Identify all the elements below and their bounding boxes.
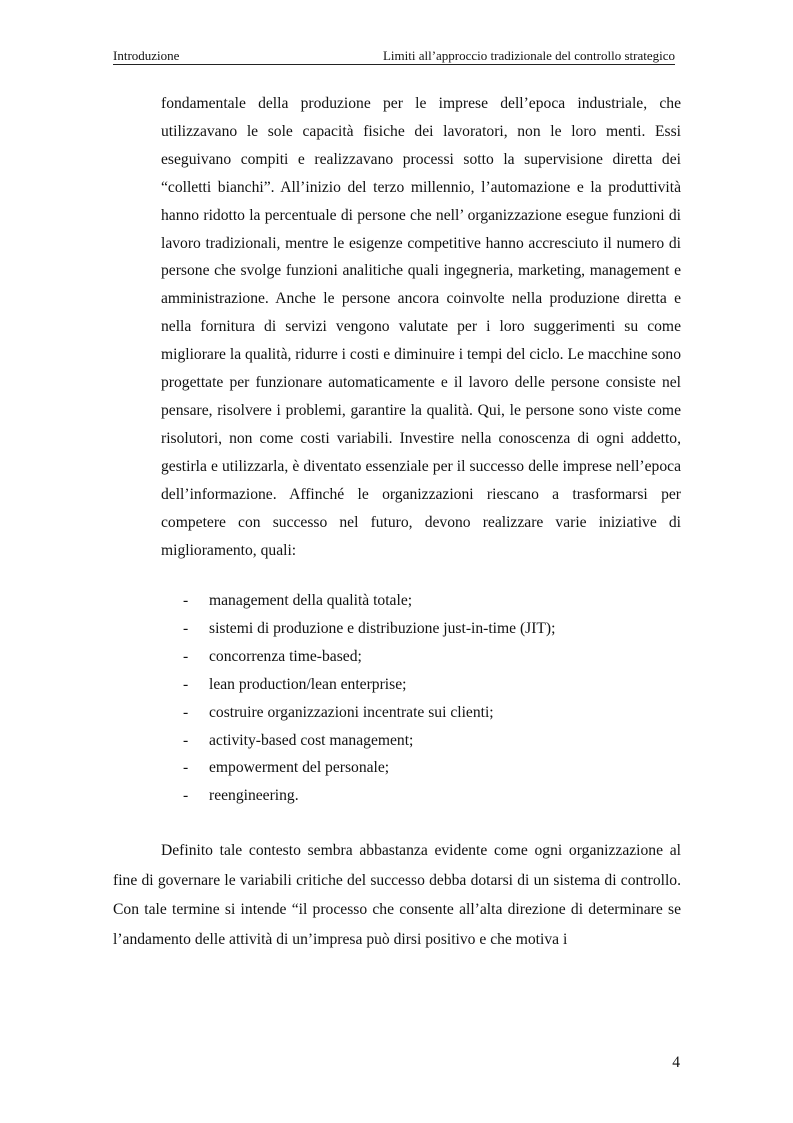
- list-dash: -: [183, 592, 189, 609]
- list-item-text: sistemi di produzione e distribuzione just-in-time (JIT);: [209, 619, 556, 637]
- header-chapter-title: Introduzione: [113, 48, 180, 63]
- list-item-text: activity-based cost management;: [209, 731, 414, 749]
- list-item: [183, 643, 681, 671]
- list-item-text: management della qualità totale;: [209, 592, 413, 609]
- list-item: [183, 754, 681, 782]
- list-item-text: lean production/lean enterprise;: [209, 675, 407, 693]
- list-item: [183, 615, 681, 643]
- list-item: [183, 782, 681, 810]
- list-item: [183, 727, 681, 755]
- body-paragraph-2: Definito tale contesto sembra abbastanza evidente come ogni organizzazione al fine di governare le variabili critiche del successo debba dotarsi di un sistema di controllo. Con tale termine si intende “il processo che consente all’alta direzione di determinare se l’andamento delle attività di un’impresa può dirsi positivo e che motiva i: [113, 842, 681, 948]
- improvement-initiatives-list: [183, 587, 681, 810]
- running-header: [113, 48, 675, 65]
- list-item-text: costruire organizzazioni incentrate sui clienti;: [209, 703, 494, 721]
- list-item-text: reengineering.: [209, 787, 299, 805]
- list-item-text: concorrenza time-based;: [209, 647, 362, 665]
- list-item: [183, 671, 681, 699]
- list-dash: -: [183, 675, 189, 693]
- list-dash: -: [183, 759, 189, 777]
- list-item-text: empowerment del personale;: [209, 759, 390, 777]
- page-number: 4: [672, 1054, 680, 1071]
- list-dash: -: [183, 619, 189, 637]
- list-dash: -: [183, 703, 189, 721]
- list-dash: -: [183, 731, 189, 749]
- list-item: [183, 699, 681, 727]
- body-paragraph-1: fondamentale della produzione per le imprese dell’epoca industriale, che utilizzavano le sole capacità fisiche dei lavoratori, non le loro menti. Essi eseguivano compiti e realizzavano processi sotto la supervisione diretta dei “colletti bianchi”. All’inizio del terzo millennio, l’automazione e la produttività hanno ridotto la percentuale di persone che nell’ organizzazione esegue funzioni di lavoro tradizionali, mentre le esigenze competitive hanno accresciuto il numero di persone che svolge funzioni analitiche quali ingegneria, marketing, management e amministrazione. Anche le persone ancora coinvolte nella produzione diretta e nella fornitura di servizi vengono valutate per i loro suggerimenti su come migliorare la qualità, ridurre i costi e diminuire i tempi del ciclo. Le macchine sono progettate per funzionare automaticamente e il lavoro delle persone consiste nel pensare, risolvere i problemi, garantire la qualità. Qui, le persone sono viste come risolutori, non come costi variabili. Investire nella conoscenza di ogni addetto, gestirla e utilizzarla, è diventato essenziale per il successo delle imprese nell’epoca dell’informazione. Affinché le organizzazioni riescano a trasformarsi per competere con successo nel futuro, devono realizzare varie iniziative di miglioramento, quali:: [161, 95, 681, 559]
- list-item: [183, 587, 681, 615]
- list-dash: -: [183, 787, 189, 805]
- list-dash: -: [183, 647, 189, 665]
- header-section-title: Limiti all’approccio tradizionale del controllo strategico: [382, 48, 675, 63]
